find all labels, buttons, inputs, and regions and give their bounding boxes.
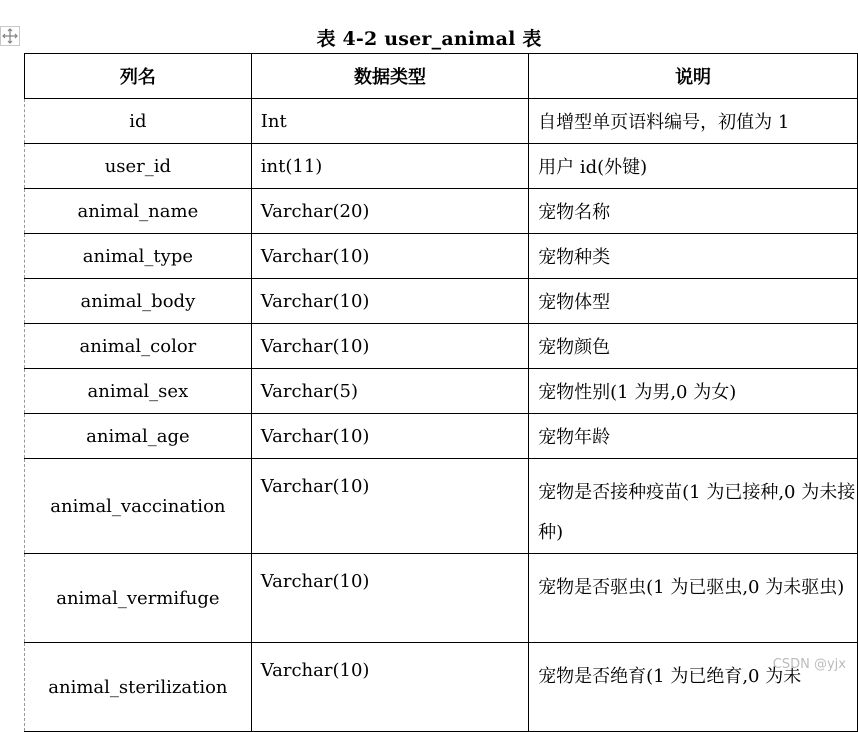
cell-desc: 宠物是否接种疫苗(1 为已接种,0 为未接种) [529,459,858,554]
cell-desc: 宠物性别(1 为男,0 为女) [529,369,858,414]
cell-desc: 宠物种类 [529,234,858,279]
cell-desc: 用户 id(外键) [529,144,858,189]
table-row [25,279,858,324]
table-caption: 表 4-2 user_animal 表 [316,28,542,50]
data-table [24,53,858,732]
column-header-name: 列名 [25,54,252,99]
cell-type: Varchar(10) [251,414,528,459]
table-row [25,554,858,643]
cell-desc: 自增型单页语料编号，初值为 1 [529,99,858,144]
cell-name: animal_sterilization [25,643,252,732]
cell-name: animal_body [25,279,252,324]
cell-type: Varchar(10) [251,279,528,324]
cell-name: animal_sex [25,369,252,414]
cell-name: id [25,99,252,144]
cell-desc: 宠物是否绝育(1 为已绝育,0 为未 [529,643,858,732]
table-row [25,144,858,189]
cell-type: int(11) [251,144,528,189]
cell-type: Varchar(10) [251,554,528,643]
cell-name: animal_vermifuge [25,554,252,643]
column-header-type: 数据类型 [251,54,528,99]
table-header-row [25,54,858,99]
table-row [25,369,858,414]
cell-name: animal_type [25,234,252,279]
table-row [25,414,858,459]
cell-type: Varchar(10) [251,324,528,369]
cell-type: Varchar(10) [251,643,528,732]
table-row [25,189,858,234]
cell-type: Varchar(10) [251,459,528,554]
table-row [25,234,858,279]
cell-name: animal_color [25,324,252,369]
cell-desc: 宠物颜色 [529,324,858,369]
cell-desc: 宠物体型 [529,279,858,324]
table-row [25,324,858,369]
cell-type: Varchar(5) [251,369,528,414]
cell-type: Varchar(20) [251,189,528,234]
cell-desc: 宠物名称 [529,189,858,234]
table-row [25,643,858,732]
cell-desc: 宠物年龄 [529,414,858,459]
cell-type: Varchar(10) [251,234,528,279]
column-header-desc: 说明 [529,54,858,99]
cell-name: animal_age [25,414,252,459]
table-row [25,99,858,144]
cell-type: Int [251,99,528,144]
cell-name: user_id [25,144,252,189]
cell-desc: 宠物是否驱虫(1 为已驱虫,0 为未驱虫) [529,554,858,643]
cell-name: animal_name [25,189,252,234]
cell-name: animal_vaccination [25,459,252,554]
table-row [25,459,858,554]
watermark: CSDN @yjx [772,657,846,672]
